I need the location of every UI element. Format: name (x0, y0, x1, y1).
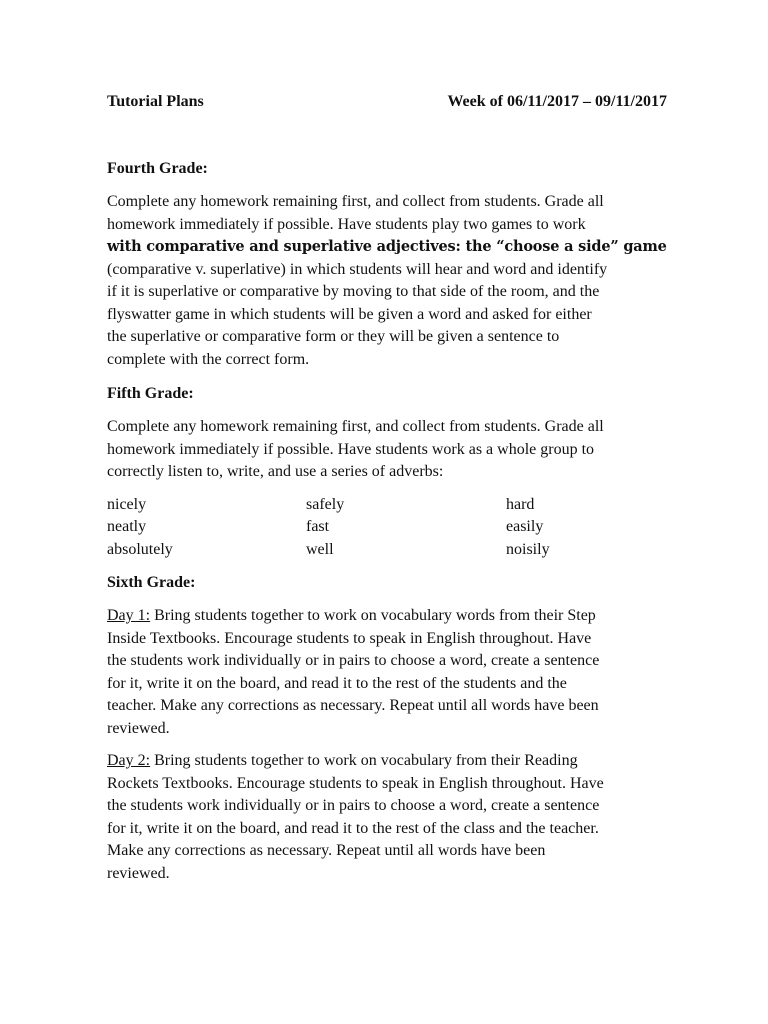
paragraph-line: if it is superlative or comparative by moving to that side of the room, and the (107, 283, 600, 300)
fourth-grade-paragraph (107, 191, 667, 371)
fourth-grade-heading: Fourth Grade: (107, 160, 208, 177)
adverb-item: easily (506, 518, 544, 535)
adverb-item: noisily (506, 540, 550, 558)
paragraph-line: reviewed. (107, 719, 170, 737)
adverb-item: safely (306, 495, 345, 513)
paragraph-line: Inside Textbooks. Encourage students to speak in English throughout. Have (107, 629, 592, 647)
fourth-grade-section (107, 159, 667, 371)
fifth-grade-section (107, 384, 667, 561)
document-page (107, 92, 667, 885)
paragraph-line: Make any corrections as necessary. Repeat until all words have been (107, 842, 546, 859)
day-1-label: Day 1: (107, 607, 151, 624)
paragraph-line: the students work individually or in pairs to choose a word, create a sentence (107, 652, 600, 669)
day-2-label: Day 2: (107, 752, 151, 769)
adverb-item: well (306, 540, 334, 558)
paragraph-line: the students work individually or in pairs to choose a word, create a sentence (107, 797, 600, 814)
paragraph-line: flyswatter game in which students will be given a word and asked for either (107, 305, 592, 323)
week-range: Week of 06/11/2017 – 09/11/2017 (447, 93, 667, 110)
paragraph-line: complete with the correct form. (107, 350, 310, 368)
paragraph-line: Bring students together to work on vocabulary words from their Step (150, 607, 596, 624)
paragraph-line: for it, write it on the board, and read it to the rest of the students and the (107, 674, 567, 692)
paragraph-line: Complete any homework remaining first, and collect from students. Grade all (107, 193, 604, 210)
paragraph-line: (comparative v. superlative) in which students will hear and word and identify (107, 260, 608, 278)
adverb-list (107, 494, 667, 562)
adverb-item: fast (306, 518, 330, 535)
paragraph-line: homework immediately if possible. Have students play two games to work (107, 215, 586, 233)
fifth-grade-paragraph (107, 416, 667, 484)
paragraph-line: reviewed. (107, 864, 170, 882)
paragraph-line: teacher. Make any corrections as necessary. Repeat until all words have been (107, 697, 599, 714)
document-header (107, 92, 667, 112)
sixth-grade-heading: Sixth Grade: (107, 574, 196, 591)
paragraph-line: Bring students together to work on vocabulary from their Reading (150, 752, 578, 769)
adverb-item: hard (506, 495, 535, 513)
paragraph-line: Complete any homework remaining first, and collect from students. Grade all (107, 418, 604, 435)
adverb-item: absolutely (107, 540, 173, 558)
sixth-grade-section (107, 573, 667, 885)
paragraph-line: the superlative or comparative form or they will be given a sentence to (107, 328, 560, 345)
document-title: Tutorial Plans (107, 93, 204, 110)
adverb-item: neatly (107, 518, 147, 535)
day-1-paragraph (107, 605, 667, 740)
paragraph-line: correctly listen to, write, and use a series of adverbs: (107, 463, 444, 480)
fifth-grade-heading: Fifth Grade: (107, 385, 194, 402)
paragraph-line: Rockets Textbooks. Encourage students to speak in English throughout. Have (107, 774, 604, 792)
paragraph-line: with comparative and superlative adjectives: the “choose a side” game (107, 238, 667, 255)
day-2-paragraph (107, 750, 667, 885)
adverb-item: nicely (107, 495, 147, 513)
paragraph-line: for it, write it on the board, and read it to the rest of the class and the teacher. (107, 819, 599, 837)
paragraph-line: homework immediately if possible. Have students work as a whole group to (107, 440, 595, 458)
